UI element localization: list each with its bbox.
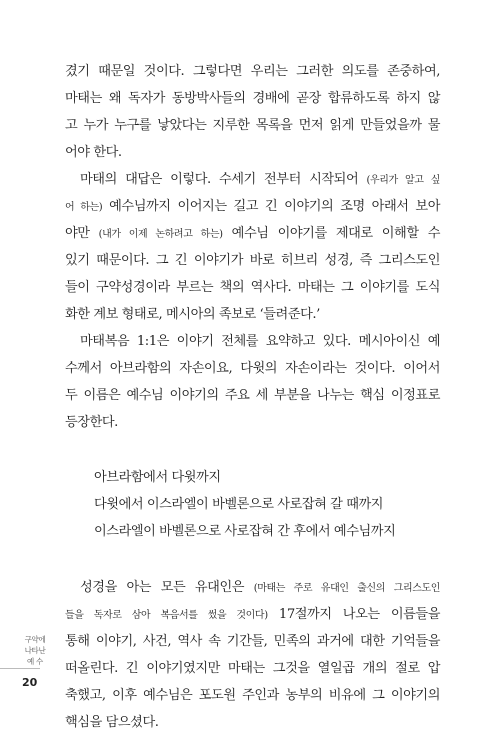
body-text: 성경을 아는 모든 유대인은	[80, 580, 245, 595]
body-line: 겼기 때문일 것이다. 그렇다면 우리는 그러한 의도를 존중하여,	[65, 64, 440, 79]
body-line: 두 이름은 예수님 이야기의 주요 세 부분을 나누는 핵심 이정표로	[65, 388, 440, 403]
body-text: 마태의 대답은 이렇다. 수세기 전부터 시작되어	[80, 172, 359, 187]
body-text: 17절까지 나오는 이름들을	[278, 607, 440, 622]
body-text: 예수님까지 이어지는 길고 긴 이야기의 조명 아래서 보아	[109, 199, 441, 214]
outline-item: 아브라함에서 다윗까지	[94, 470, 221, 485]
aside-text: (마태는 주로 유대인 출신의 그리스도인	[253, 583, 440, 594]
body-line: 핵심을 담으셨다.	[65, 715, 159, 730]
body-line: 있기 때문이다. 그 긴 이야기가 바로 히브리 성경, 즉 그리스도인	[65, 253, 440, 268]
body-text: 야만	[65, 226, 90, 241]
body-line	[80, 170, 440, 191]
divider	[0, 668, 40, 669]
body-text: 예수님 이야기를 제대로 이해할 수	[231, 226, 440, 241]
body-line: 화한 계보 형태로, 메시아의 족보로 ‘들려준다.’	[65, 307, 320, 322]
outline-item: 다윗에서 이스라엘이 바벨론으로 사로잡혀 갈 때까지	[94, 497, 384, 512]
page-number: 20	[22, 676, 38, 689]
body-line: 등장한다.	[65, 415, 118, 430]
aside-text: 들을 독자로 삼아 복음서를 썼을 것이다)	[65, 610, 268, 621]
aside-text: (내가 이제 논하려고 하는)	[98, 229, 223, 240]
body-line: 고 누가 누구를 낳았다는 지루한 목록을 먼저 읽게 만들었을까 물	[65, 118, 440, 133]
body-line: 어야 한다.	[65, 145, 122, 160]
body-line	[65, 605, 440, 626]
aside-text: 어 하는)	[65, 202, 103, 213]
running-header	[18, 634, 52, 667]
body-line	[80, 578, 440, 599]
outline-item: 이스라엘이 바벨론으로 사로잡혀 간 후에서 예수님까지	[94, 524, 396, 539]
body-line: 통해 이야기, 사건, 역사 속 기간들, 민족의 과거에 대한 기억들을	[65, 634, 440, 649]
running-header-line: 구약에	[24, 635, 46, 644]
body-line: 들이 구약성경이라 부르는 책의 역사다. 마태는 그 이야기를 도식	[65, 280, 440, 295]
running-header-line: 나타난	[24, 646, 46, 655]
body-line: 축했고, 이후 예수님은 포도원 주인과 농부의 비유에 그 이야기의	[65, 688, 440, 703]
aside-text: (우리가 알고 싶	[366, 175, 440, 186]
body-line: 수께서 아브라함의 자손이요, 다윗의 자손이라는 것이다. 이어서	[65, 361, 440, 376]
body-line	[65, 224, 440, 245]
body-line	[65, 197, 440, 218]
body-line: 떠올린다. 긴 이야기였지만 마태는 그것을 열일곱 개의 절로 압	[65, 661, 440, 676]
body-line: 마태는 왜 독자가 동방박사들의 경배에 곧장 합류하도록 하지 않	[65, 91, 440, 106]
body-line: 마태복음 1:1은 이야기 전체를 요약하고 있다. 메시아이신 예	[80, 334, 440, 349]
running-header-line: 예 수	[27, 657, 43, 666]
